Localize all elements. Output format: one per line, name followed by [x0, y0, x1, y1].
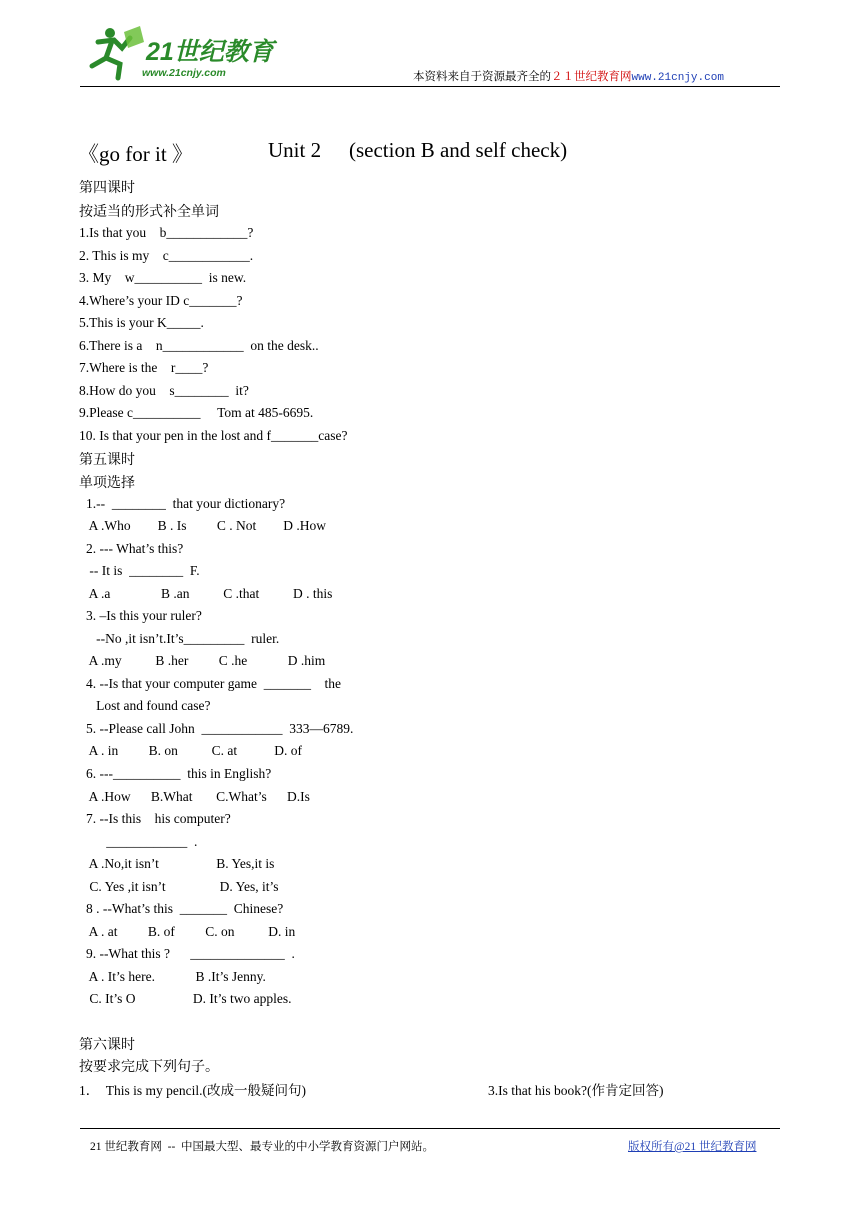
lesson4-heading: 第四课时 — [79, 181, 135, 196]
lesson5-line: 9. --What this ? ______________ . — [86, 946, 295, 961]
svg-text:21世纪教育: 21世纪教育 — [146, 38, 274, 66]
lesson5-instruction: 单项选择 — [79, 476, 135, 491]
lesson4-item: 2. This is my c____________. — [79, 248, 254, 263]
title-unit: Unit 2 — [268, 138, 322, 162]
footer-rule — [80, 1128, 780, 1129]
lesson5-line: 5. --Please call John ____________ 333—6789. — [86, 721, 354, 736]
lesson5-line: 2. --- What’s this? — [86, 541, 184, 556]
lesson5-line: A .No,it isn’t B. Yes,it is — [86, 856, 275, 871]
lesson4-item: 7.Where is the r____? — [79, 360, 209, 375]
lesson4-item: 8.How do you s________ it? — [79, 383, 249, 398]
lesson5-line: 1.-- ________ that your dictionary? — [86, 496, 286, 511]
header-note-url[interactable]: www.21cnjy.com — [631, 72, 724, 84]
lesson5-line: Lost and found case? — [86, 698, 211, 713]
lesson4-instruction: 按适当的形式补全单词 — [79, 205, 219, 220]
header-note — [413, 68, 724, 84]
runner-icon — [92, 26, 144, 78]
lesson5-line: A . at B. of C. on D. in — [86, 924, 296, 939]
lesson4-item: 1.Is that you b____________? — [79, 225, 254, 240]
lesson5-line: C. Yes ,it isn’t D. Yes, it’s — [86, 879, 279, 894]
lesson5-line: A .my B .her C .he D .him — [86, 653, 326, 668]
svg-text:www.21cnjy.com: www.21cnjy.com — [142, 67, 226, 79]
lesson5-line: 8 . --What’s this _______ Chinese? — [86, 901, 284, 916]
lesson5-line: 4. --Is that your computer game _______ the — [86, 676, 341, 691]
lesson5-line: ____________ . — [86, 834, 198, 849]
lesson5-line: A . in B. on C. at D. of — [86, 743, 303, 758]
title-section: (section B and self check) — [349, 138, 568, 162]
site-logo — [84, 24, 284, 82]
lesson4-item: 10. Is that your pen in the lost and f_______case? — [79, 428, 348, 443]
lesson4-item: 5.This is your K_____. — [79, 315, 204, 330]
lesson6-instruction: 按要求完成下列句子。 — [79, 1060, 219, 1075]
header-rule — [80, 86, 780, 87]
lesson5-line: --No ,it isn’t.It’s_________ ruler. — [86, 631, 280, 646]
lesson5-line: -- It is ________ F. — [86, 563, 200, 578]
footer-left: 21 世纪教育网 -- 中国最大型、最专业的中小学教育资源门户网站。 — [90, 1141, 435, 1153]
lesson5-line: 6. ---__________ this in English? — [86, 766, 272, 781]
lesson4-item: 3. My w__________ is new. — [79, 270, 247, 285]
title-book: 《go for it 》 — [78, 142, 193, 166]
lesson5-line: C. It’s O D. It’s two apples. — [86, 991, 292, 1006]
lesson5-line: A . It’s here. B .It’s Jenny. — [86, 969, 266, 984]
lesson6-heading: 第六课时 — [79, 1038, 135, 1053]
lesson6-item-3: 3.Is that his book?(作肯定回答) — [488, 1083, 664, 1098]
lesson5-line: A .Who B . Is C . Not D .How — [86, 518, 327, 533]
lesson4-item: 4.Where’s your ID c_______? — [79, 293, 243, 308]
lesson4-item: 6.There is a n____________ on the desk.. — [79, 338, 319, 353]
lesson6-item-1: 1． This is my pencil.(改成一般疑问句) — [79, 1083, 306, 1098]
lesson5-line: 7. --Is this his computer? — [86, 811, 231, 826]
header-note-site: ２１世纪教育网 — [551, 71, 632, 83]
header-note-prefix: 本资料来自于资源最齐全的 — [413, 71, 551, 83]
lesson4-item: 9.Please c__________ Tom at 485-6695. — [79, 405, 314, 420]
lesson5-line: 3. –Is this your ruler? — [86, 608, 202, 623]
footer-copyright-link[interactable]: 版权所有@21 世纪教育网 — [628, 1141, 757, 1153]
lesson5-line: A .a B .an C .that D . this — [86, 586, 333, 601]
lesson5-line: A .How B.What C.What’s D.Is — [86, 789, 310, 804]
lesson5-heading: 第五课时 — [79, 453, 135, 468]
